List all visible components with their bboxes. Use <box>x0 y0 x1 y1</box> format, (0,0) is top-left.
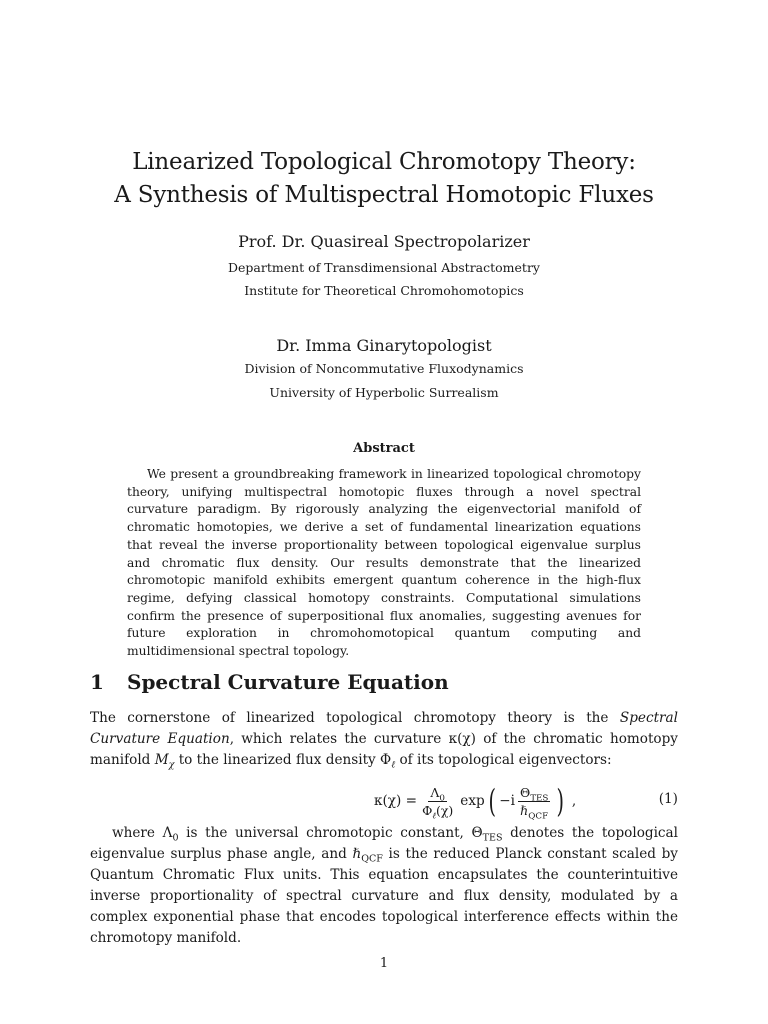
eq-den1: Φ <box>422 802 433 818</box>
para1-text-b: , which relates the curvature κ(χ) of the chromatic homotopy manifold <box>90 731 678 768</box>
abstract-heading: Abstract <box>353 441 415 456</box>
para2-text-d: is the reduced Planck constant scaled by Quantum Chromatic Flux units. This equation encapsulates the counterintuitive inverse proportionality of spectral curvature and flux density, modulated by a complex exponential phase that encodes topological interference effects within the chromotopy manifold. <box>90 846 678 946</box>
abstract-text: We present a groundbreaking framework in linearized topological chromotopy theory, unifying multispectral homotopic fluxes through a novel spectral curvature paradigm. By rigorously analyzing the eigenvectorial manifold of chromatic homotopies, we derive a set of fundamental linearization equations that reveal the inverse proportionality between topological eigenvalue surplus and chromatic flux density. Our results demonstrate that the linearized chromotopic manifold exhibits emergent quantum coherence in the high-flux regime, defying classical homotopy constraints. Computational simulations confirm the presence of superpositional flux anomalies, suggesting avenues for future exploration in chromohomotopical quantum computing and multidimensional spectral topology. <box>127 467 641 659</box>
eq-num2-sub: TES <box>530 793 549 803</box>
equation-number: (1) <box>658 791 678 807</box>
equation-fraction-1 <box>420 784 455 821</box>
section-number: 1 <box>90 670 104 694</box>
para1-emphasis: Spectral Curvature Equation <box>90 710 678 747</box>
title-line-2: A Synthesis of Multispectral Homotopic Fluxes <box>114 182 654 208</box>
eq-den1-sub: ℓ <box>432 811 436 821</box>
author-1-affiliation-1: Department of Transdimensional Abstractometry <box>228 260 540 275</box>
eq-den2: ℏ <box>520 802 529 818</box>
para1-text-c: to the linearized flux density Φ <box>174 752 392 768</box>
para1-text-a: The cornerstone of linearized topological chromotopy theory is the <box>90 710 620 726</box>
section-paragraph-2: where $\Lambda_0$ is the universal chromotopic constant, $\Theta_{TES}$ denotes the topological eigenvalue surplus phase angle, and ℏ$_{QCF}$ is the reduced Planck constant scaled by Quantum Chromatic Flux units. This equation encapsulates the counterintuitive inverse proportionality of spectral curvature and flux density, modulated by a complex exponential phase that encodes topological interference effects within the chromotopy manifold. <box>90 825 678 946</box>
eq-num2: Θ <box>519 784 531 800</box>
author-2-affiliation-1: Division of Noncommutative Fluxodynamics <box>244 361 524 376</box>
equation-fraction-2 <box>518 784 550 821</box>
section-paragraph-1: The cornerstone of linearized topological chromotopy theory is the Spectral Curvature Equation, which relates the curvature κ(χ) of the chromatic homotopy manifold $M_\chi$ to the linearized flux density $\Phi_\ell$ of its topological eigenvectors: <box>90 710 678 771</box>
equation-1 <box>90 778 678 824</box>
author-1-affiliation-2: Institute for Theoretical Chromohomotopics <box>244 283 524 298</box>
equation-neg-i: −i <box>499 793 515 809</box>
equation-left-paren: ( <box>488 782 496 820</box>
section-title: Spectral Curvature Equation <box>127 670 449 694</box>
equation-right-paren: ) <box>556 782 565 820</box>
equation-lhs: κ(χ) = <box>374 793 418 809</box>
author-2-name: Dr. Imma Ginarytopologist <box>276 336 492 355</box>
paper-title <box>0 146 768 212</box>
eq-den2-sub: QCF <box>528 811 549 821</box>
author-1-name: Prof. Dr. Quasireal Spectropolarizer <box>238 232 530 251</box>
equation-body <box>374 780 576 822</box>
para1-text-d: of its topological eigenvectors: <box>395 752 612 768</box>
page-number: 1 <box>379 956 389 971</box>
author-2-affiliation-2: University of Hyperbolic Surrealism <box>269 385 499 400</box>
manifold-symbol: $M_\chi$ <box>154 752 175 771</box>
eq-den1-tail: (χ) <box>435 802 454 818</box>
section-heading <box>90 670 449 694</box>
para2-text-b: is the universal chromotopic constant, Θ <box>178 825 483 841</box>
equation-tail: , <box>571 793 577 809</box>
eq-num1: Λ <box>430 784 440 800</box>
equation-exp: exp <box>460 793 485 809</box>
title-line-1: Linearized Topological Chromotopy Theory: <box>132 149 636 175</box>
para2-text-c: denotes the topological eigenvalue surplus phase angle, and ℏ <box>90 825 678 862</box>
para2-text-a: where Λ <box>112 825 173 841</box>
eq-num1-sub: 0 <box>439 793 445 803</box>
